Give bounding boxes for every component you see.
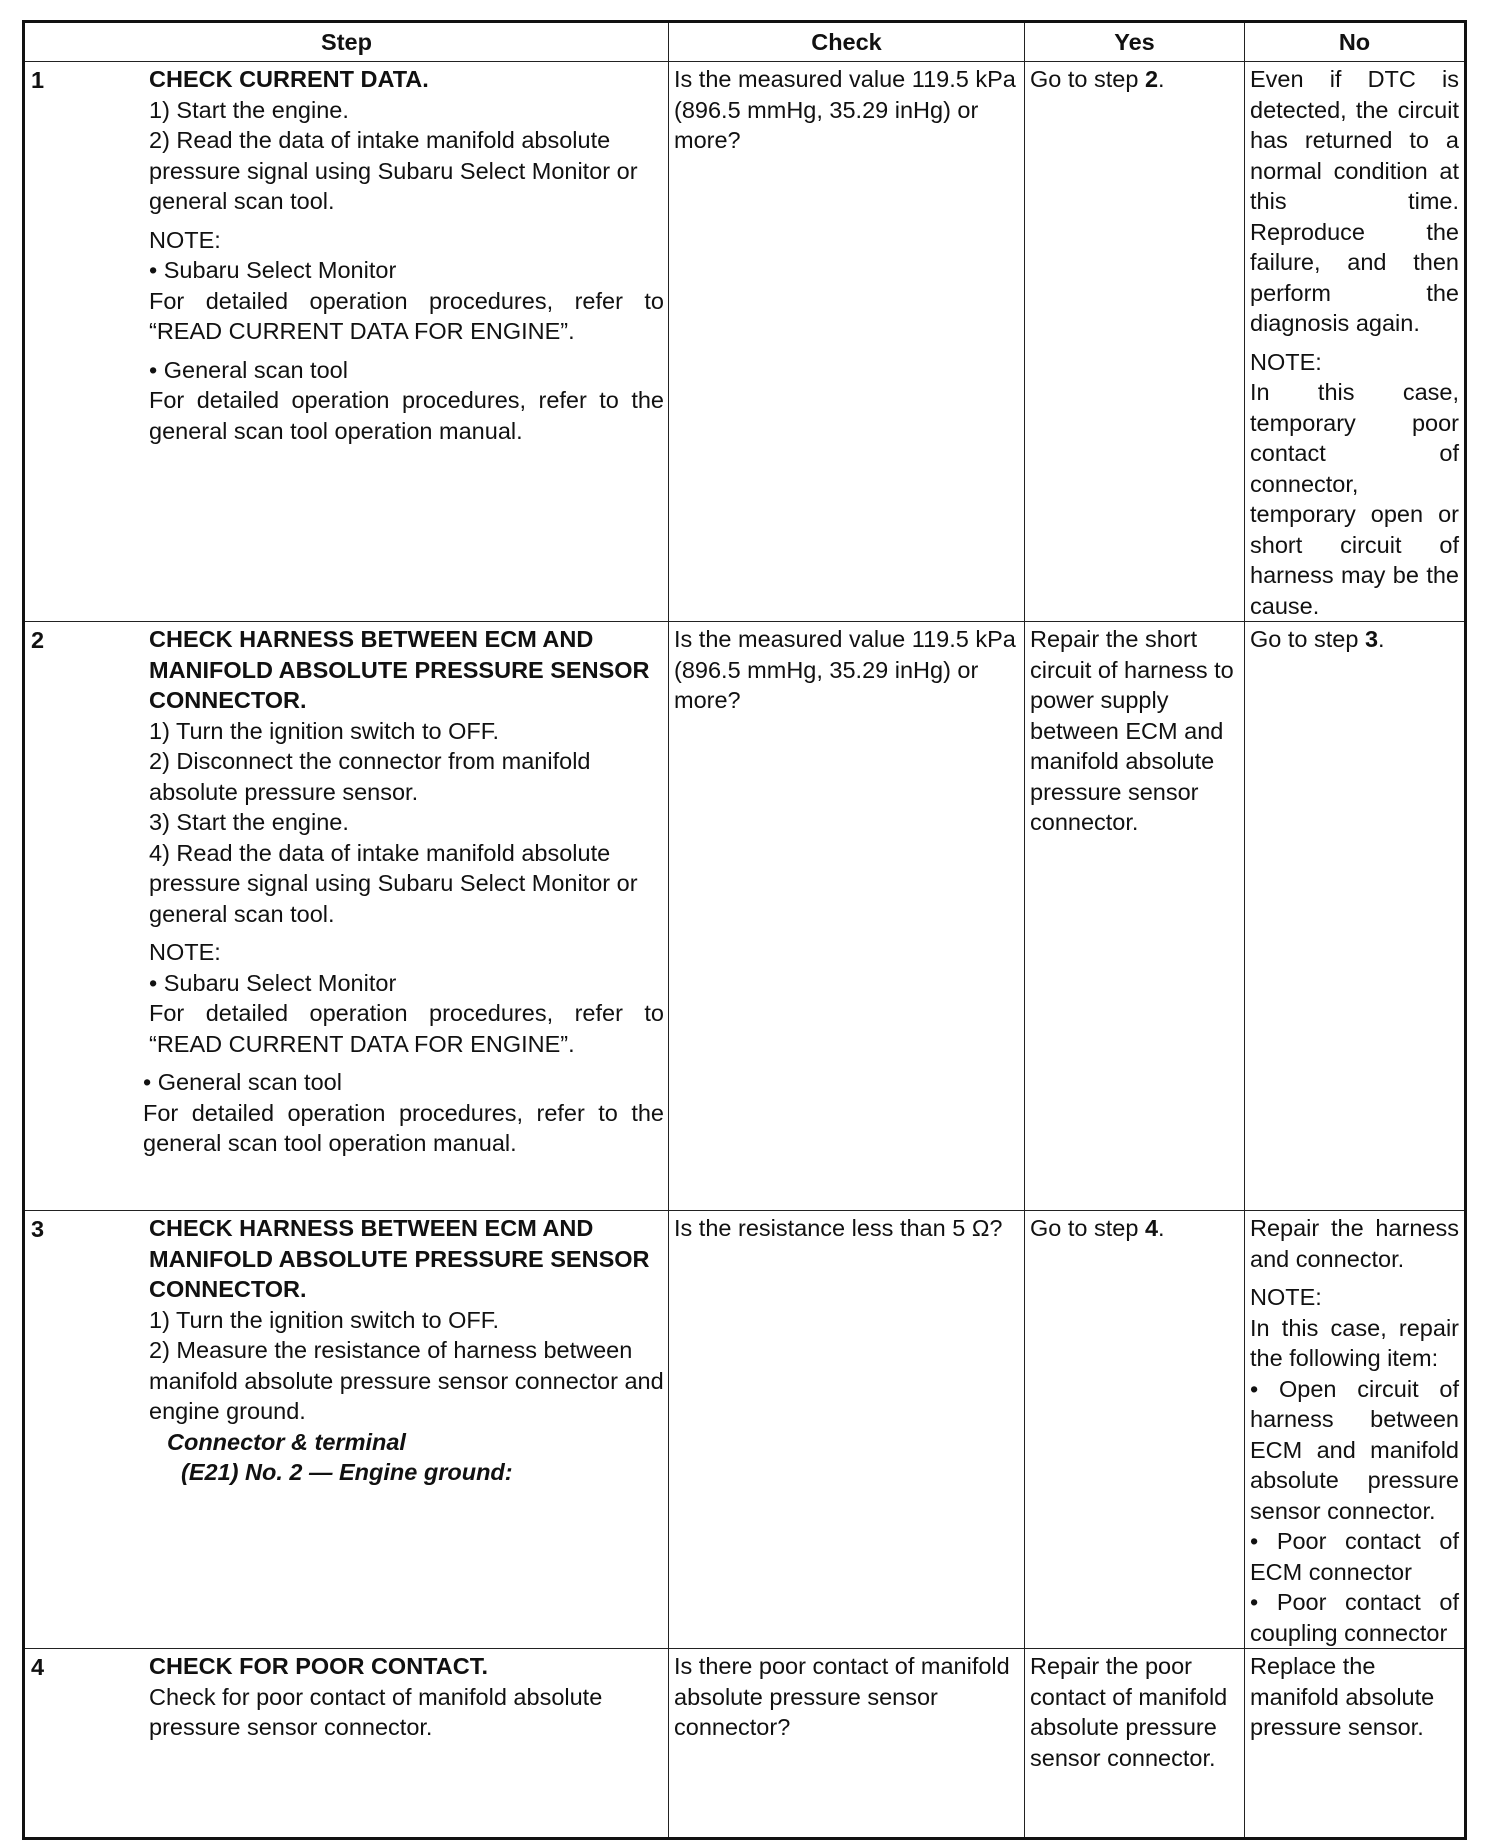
yes-action: Repair the short circuit of harness to power supply between ECM and manifold absolute pressure sensor connector.: [1030, 626, 1234, 835]
table-row: [24, 1649, 1466, 1839]
note-label: NOTE:: [1250, 348, 1322, 375]
yes-punct: .: [1158, 1215, 1165, 1241]
no-cell: [1245, 622, 1466, 1211]
note-bullet: • Subaru Select Monitor: [149, 969, 397, 996]
note-text: For detailed operation procedures, refer to the general scan tool operation manual.: [149, 387, 664, 444]
note-bullet: • General scan tool: [149, 356, 348, 383]
yes-action: Repair the poor contact of manifold absolute pressure sensor connector.: [1030, 1653, 1228, 1771]
yes-action: [1030, 64, 1239, 95]
note-text: For detailed operation procedures, refer to “READ CURRENT DATA FOR ENGINE”.: [149, 287, 664, 344]
no-action: Replace the manifold absolute pressure sensor.: [1250, 1653, 1435, 1740]
yes-punct: .: [1158, 66, 1165, 92]
table-row: [24, 622, 1466, 1211]
no-cell: [1245, 62, 1466, 622]
note-item: • Poor contact of ECM connector: [1250, 1528, 1459, 1585]
step-instruction: Check for poor contact of manifold absolute pressure sensor connector.: [149, 1683, 603, 1740]
note-label: NOTE:: [149, 226, 221, 253]
no-cell: [1245, 1649, 1466, 1839]
check-question: Is the measured value 119.5 kPa (896.5 mmHg, 35.29 inHg) or more?: [674, 66, 1016, 153]
check-question: Is the measured value 119.5 kPa (896.5 mmHg, 35.29 inHg) or more?: [674, 626, 1016, 713]
header-check: Check: [669, 22, 1025, 62]
note-text: In this case, temporary poor contact of connector, temporary open or short circuit of harness may be the cause.: [1250, 379, 1459, 619]
step-instruction: 2) Disconnect the connector from manifold absolute pressure sensor.: [149, 748, 591, 805]
step-title: CHECK HARNESS BETWEEN ECM AND MANIFOLD ABSOLUTE PRESSURE SENSOR CONNECTOR.: [149, 1215, 650, 1302]
check-question: Is there poor contact of manifold absolute pressure sensor connector?: [674, 1653, 1010, 1740]
step-instruction: 2) Read the data of intake manifold absolute pressure signal using Subaru Select Monitor or general scan tool.: [149, 127, 638, 214]
table-row: [24, 62, 1466, 622]
yes-cell: [1025, 1211, 1245, 1649]
step-instruction: 1) Turn the ignition switch to OFF.: [149, 717, 500, 744]
step-cell: [24, 62, 669, 622]
yes-cell: [1025, 62, 1245, 622]
step-cell: [24, 1211, 669, 1649]
step-instruction: 4) Read the data of intake manifold absolute pressure signal using Subaru Select Monitor or general scan tool.: [149, 839, 638, 927]
step-title: CHECK CURRENT DATA.: [149, 66, 429, 92]
connector-terminal: (E21) No. 2 — Engine ground:: [181, 1459, 513, 1485]
note-text: In this case, repair the following item:: [1250, 1314, 1459, 1371]
note-item: • Poor contact of coupling connector: [1250, 1589, 1459, 1646]
no-punct: .: [1378, 626, 1385, 652]
check-question: Is the resistance less than 5 Ω?: [674, 1215, 1003, 1241]
yes-action: [1030, 1213, 1239, 1244]
yes-text: Go to step: [1030, 1215, 1145, 1241]
step-instruction: 1) Turn the ignition switch to OFF.: [149, 1306, 500, 1333]
step-instruction: 2) Measure the resistance of harness between manifold absolute pressure sensor connector and engine ground.: [149, 1337, 664, 1424]
check-cell: [669, 622, 1025, 1211]
check-cell: [669, 62, 1025, 622]
yes-cell: [1025, 622, 1245, 1211]
table-header-row: [24, 22, 1466, 62]
no-action: Even if DTC is detected, the circuit has returned to a normal condition at this time. Reproduce the failure, and then perform the diagnosis again.: [1250, 66, 1459, 336]
no-cell: [1245, 1211, 1466, 1649]
step-reference: 4: [1144, 1215, 1159, 1241]
step-cell: [24, 1649, 669, 1839]
table-row: [24, 1211, 1466, 1649]
step-cell: [24, 622, 669, 1211]
no-action: Repair the harness and connector.: [1250, 1215, 1459, 1272]
step-instruction: 1) Start the engine.: [149, 96, 349, 123]
step-reference: 3: [1364, 626, 1379, 652]
connector-label: Connector & terminal: [167, 1428, 406, 1455]
no-text: Go to step: [1250, 626, 1365, 652]
note-item: • Open circuit of harness between ECM and manifold absolute pressure sensor connector.: [1250, 1375, 1459, 1524]
no-action: [1250, 624, 1459, 655]
check-cell: [669, 1211, 1025, 1649]
note-label: NOTE:: [149, 939, 221, 965]
header-yes: Yes: [1025, 22, 1245, 62]
note-bullet: • Subaru Select Monitor: [149, 257, 397, 283]
step-title: CHECK HARNESS BETWEEN ECM AND MANIFOLD ABSOLUTE PRESSURE SENSOR CONNECTOR.: [149, 626, 650, 713]
note-text: For detailed operation procedures, refer to “READ CURRENT DATA FOR ENGINE”.: [149, 1000, 664, 1057]
step-number: 1: [31, 67, 45, 93]
step-instruction: 3) Start the engine.: [149, 809, 349, 835]
step-number: 4: [31, 1654, 45, 1680]
step-number: 2: [31, 627, 45, 653]
note-label: NOTE:: [1250, 1284, 1322, 1310]
note-bullet: • General scan tool: [143, 1069, 342, 1095]
step-reference: 2: [1144, 66, 1159, 92]
diagnostic-table: [22, 20, 1467, 1840]
step-title: CHECK FOR POOR CONTACT.: [149, 1653, 489, 1679]
header-no: No: [1245, 22, 1466, 62]
yes-cell: [1025, 1649, 1245, 1839]
yes-text: Go to step: [1030, 66, 1145, 92]
header-step: Step: [24, 22, 669, 62]
step-number: 3: [31, 1216, 45, 1242]
note-text: For detailed operation procedures, refer to the general scan tool operation manual.: [143, 1099, 664, 1156]
check-cell: [669, 1649, 1025, 1839]
